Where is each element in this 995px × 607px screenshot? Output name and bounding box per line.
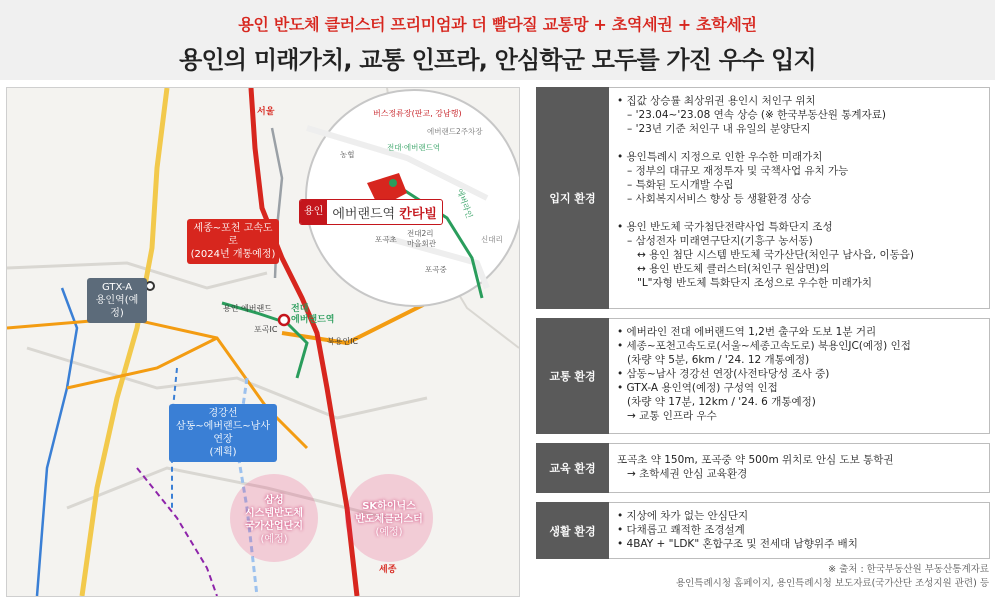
section-living [536,502,990,559]
inset-bus-label: 버스정류장(판교, 강남행) [373,109,462,118]
inset-station-label: 전대·에버랜드역 [387,143,441,152]
section-traffic-label: 교통 환경 [536,318,609,434]
section-location-label: 입지 환경 [536,87,609,309]
section-location-body: • 집값 상승률 최상위권 용인시 처인구 위치 – '23.04~'23.08 연속 상승 (※ 한국부동산원 통계자료) – '23년 기준 처인구 내 유일의 분양단지 • 용인특례시 지정으로 인한 우수한 미래가치 – 정부의 대규모 재정투자 및 국책사업 유치 가능 – 특화된 도시개발 수립 – 사회복지서비스 향상 등 생활환경 상승 • 용인 반도체 국가첨단전략사업 특화단지 조성 – 삼성전자 미래연구단지(기흥구 농서동) ↔ 용인 첨단 시스템 반도체 국가산단(처인구 남사읍, 이동읍) ↔ 용인 반도체 클러스터(처인구 원삼면)의 "L"자형 반도체 특화단지 조성으로 우수한 미래가치 [609,87,990,309]
jeondae-station-label: 전대 에버랜드역 [291,304,335,325]
inset-everline-label: 에버라인 [454,187,474,220]
section-traffic-body: • 에버라인 전대 에버랜드역 1,2번 출구와 도보 1분 거리 • 세종~포천고속도로(서울~세종고속도로) 북용인JC(예정) 인접 (차량 약 5분, 6km / '24. 12 개통예정) • 삼동~남사 경강선 연장(사전타당성 조사 중) • GTX-A 용인역(예정) 구성역 인접 (차량 약 17분, 12km / '24. 6 개통예정) → 교통 인프라 우수 [609,318,990,434]
highway-label-box: 세종~포천 고속도로 (2024년 개통예정) [187,219,279,264]
pogok-ic-label: 포곡IC [254,325,278,334]
section-location [536,87,990,309]
section-traffic [536,318,990,434]
sk-cluster-label: SK하이닉스 반도체클러스터 (예정) [355,501,423,538]
pin-name: 에버랜드역 칸타빌 [332,206,437,222]
gyeonggang-label-box: 경강선 삼동~에버랜드~남사 연장 (계획) [169,404,277,462]
pin-tag: 용인 [300,200,327,224]
headline-red: 용인 반도체 클러스터 프리미엄과 더 빨라질 교통망 + 초역세권 + 초학세권 [238,15,757,34]
section-living-label: 생활 환경 [536,502,609,559]
samsung-cluster-label: 삼성 시스템반도체 국가산업단지 (예정) [245,495,303,545]
section-education-label: 교육 환경 [536,443,609,493]
bugyongin-ic-label: 북용인IC [327,337,359,346]
everland-label: 용인 에버랜드 [223,304,272,313]
site-pin [299,199,443,225]
inset-jeondae-label: 전대2리 [407,229,434,238]
inset-maeul-label: 마을회관 [407,239,436,248]
source-note: ※ 출처 : 한국부동산원 부동산통계자료 용인특례시청 홈페이지, 용인특례시청 보도자료(국가산단 조성지원 관련) 등 [675,564,989,589]
headline-main: 용인의 미래가치, 교통 인프라, 안심학군 모두를 가진 우수 입지 [179,46,816,74]
inset-pogok-middle-label: 포곡중 [425,265,447,274]
seoul-label: 서울 [257,107,275,117]
gtx-label-box: GTX-A 용인역(예정) [87,278,147,323]
inset-pogok-elementary-label: 포곡초 [375,235,397,244]
header-banner [0,0,995,80]
sejong-label: 세종 [379,565,397,575]
section-living-body: • 지상에 차가 없는 안심단지 • 다채롭고 쾌적한 조경설계 • 4BAY + "LDK" 혼합구조 및 전세대 남향위주 배치 [609,502,990,559]
inset-parking-label: 에버랜드2주차장 [427,127,483,136]
inset-sindae-label: 신대리 [481,235,503,244]
section-education [536,443,990,493]
section-education-body: 포곡초 약 150m, 포곡중 약 500m 위치로 안심 도보 통학권 → 초학세권 안심 교육환경 [609,443,990,493]
inset-nonghyup-label: 농협 [340,150,355,159]
location-map [6,87,520,597]
